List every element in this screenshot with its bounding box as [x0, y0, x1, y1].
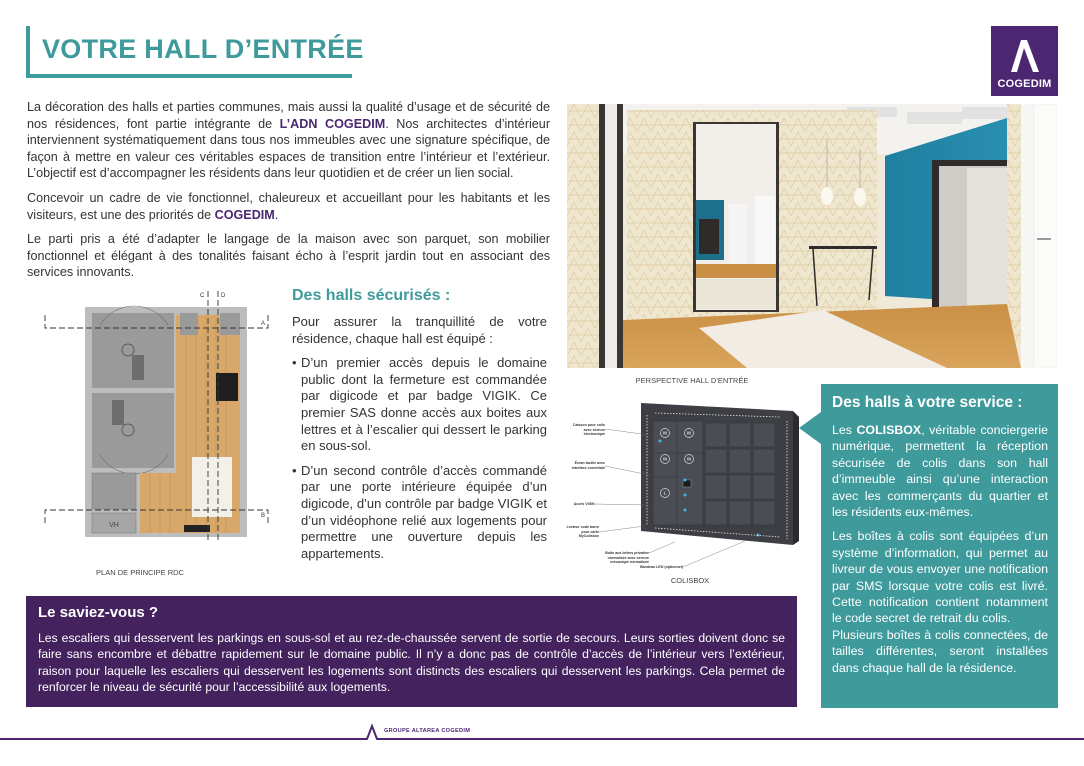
secure-halls-title: Des halls sécurisés : — [292, 287, 451, 304]
intro-p2-text-a: Concevoir un cadre de vie fonctionnel, chaleureux et accueillant pour les habitants et les visiteurs, est une des priorités de — [27, 190, 550, 222]
locker-letter: M — [663, 456, 667, 462]
did-you-know-title: Le saviez-vous ? — [38, 604, 159, 621]
colisbox-caption: COLISBOX — [670, 576, 710, 585]
secure-halls-section — [292, 287, 547, 570]
locker-letter: L — [663, 490, 667, 496]
intro-paragraph-3: Le parti pris a été d’adapter le langage de la maison avec son parquet, son mobilier fonctionnel et élégant à des tonalités faisant écho à l’esprit jardin tout en associant des services innovants. — [27, 232, 550, 280]
colisbox-label: Accès VIGIK — [573, 502, 595, 506]
service-halls-panel — [821, 384, 1058, 708]
locker-letter: M — [663, 430, 667, 436]
cogedim-logo — [991, 26, 1058, 96]
floor-plan-image — [40, 285, 270, 545]
plan-caption: PLAN DE PRINCIPE RDC — [96, 568, 184, 577]
service-p1-bold: COLISBOX — [856, 423, 922, 437]
service-paragraph-3: Plusieurs boîtes à colis connectées, de tailles différentes, seront installées dans chaque hall de la résidence. — [832, 627, 1048, 675]
service-p1-text-a: Les — [832, 423, 857, 437]
footer-text: GROUPE ALTAREA COGEDIM — [384, 728, 471, 734]
colisbox-image — [565, 395, 805, 570]
secure-halls-list — [292, 355, 547, 562]
service-p1-text-b: , véritable conciergerie numérique, permettent la réception sécurisée de colis dans son hall d’immeuble ainsi qu’une interaction avec les commerçants du quartier et les résidents eux-mêmes. — [832, 423, 1048, 520]
intro-p1-bold: L’ADN COGEDIM — [279, 116, 386, 131]
locker-letter: M — [687, 456, 691, 462]
section-label-a: A — [261, 321, 266, 327]
intro-p2-text-b: . — [274, 207, 279, 222]
logo-text: COGEDIM — [997, 78, 1052, 90]
secure-halls-item: • D’un premier accès depuis le domaine public dont la fermeture est commandée par digicode et par badge VIGIK. Ce premier SAS donne accès aux boites aux lettres et à l’escalier qui dessert le parking en sous-sol. — [292, 355, 547, 455]
cogedim-logo-mark-icon — [991, 26, 1058, 78]
did-you-know-text: Les escaliers qui desservent les parkings en sous-sol et au rez-de-chaussée servent de sortie de secours. Leurs sorties doivent donc se faire sans encombre et débattre rapidement sur le domaine public. Il n’y a donc pas de contrôle d’accès de l’intérieur vers l’extérieur, raison pour laquelle les escaliers qui desservent les logements sont distincts des escaliers qui desservent les parkings. Cela permet de renforcer le niveau de sécurité pour l’accessibilité aux logements. — [38, 631, 785, 694]
service-paragraph-1 — [832, 422, 1048, 520]
section-label-b: B — [261, 513, 266, 519]
secure-halls-lead: Pour assurer la tranquillité de votre résidence, chaque hall est équipé : — [292, 314, 547, 346]
colisbox-label: Lecteur code barre pour carte MyColisbox — [566, 525, 599, 538]
intro-p2-bold: COGEDIM — [214, 207, 275, 222]
intro-p1-text-a: La décoration des halls et parties communes, mais aussi la qualité d’usage et de sécurité de nos résidences, font partie intégrante de — [27, 100, 550, 131]
intro-p1-text-b: . Nos architectes d’intérieur interviennent systématiquement dans tous nos immeubles avec une signature spécifique, de façon à mettre en valeur ces véritables espaces de transition entre l’intérieur et l’extérieur. L’objectif est d’accompagner les résidents dans leur quotidien et de créer un lien social. — [27, 116, 551, 181]
intro-text — [27, 99, 550, 289]
intro-paragraph-2 — [27, 190, 550, 223]
page-title: VOTRE HALL D’ENTRÉE — [42, 34, 364, 64]
plan-room-label: VH — [109, 522, 119, 529]
colisbox-label: Bandeau LED (optionnel) — [640, 565, 683, 569]
did-you-know-panel — [26, 596, 797, 707]
footer-line-icon — [0, 722, 1084, 742]
colisbox-label: Caisson pour colis avec serrure électronique — [572, 423, 605, 436]
hall-perspective-image — [567, 104, 1057, 368]
secure-halls-item: • D’un second contrôle d’accès commandé par une porte intérieure équipée d’un digicode, d’un contrôle par badge VIGIK et d’un vidéophone relié aux logements pour permettre une ouverture depuis les appartements. — [292, 463, 547, 563]
colisbox-label: Boîte aux lettres privative normalisée avec serrure mécanique normalisée — [605, 551, 649, 564]
section-label-d: D — [221, 293, 226, 299]
photo-caption: PERSPECTIVE HALL D’ENTRÉE — [635, 376, 749, 385]
service-halls-title: Des halls à votre service : — [832, 394, 1023, 411]
intro-paragraph-1 — [27, 99, 550, 182]
locker-letter: M — [687, 430, 691, 436]
page-title-frame — [26, 26, 364, 78]
colisbox-label: Écran tactile avec interface conviviale — [571, 461, 605, 470]
service-paragraph-2: Les boîtes à colis sont équipées d’un système d’information, qui permet au livreur de vous envoyer une notification par SMS lorsque votre colis est livré. Cette notification contient notamment le code secret de retrait du colis. — [832, 529, 1048, 626]
section-label-c: C — [200, 293, 205, 299]
